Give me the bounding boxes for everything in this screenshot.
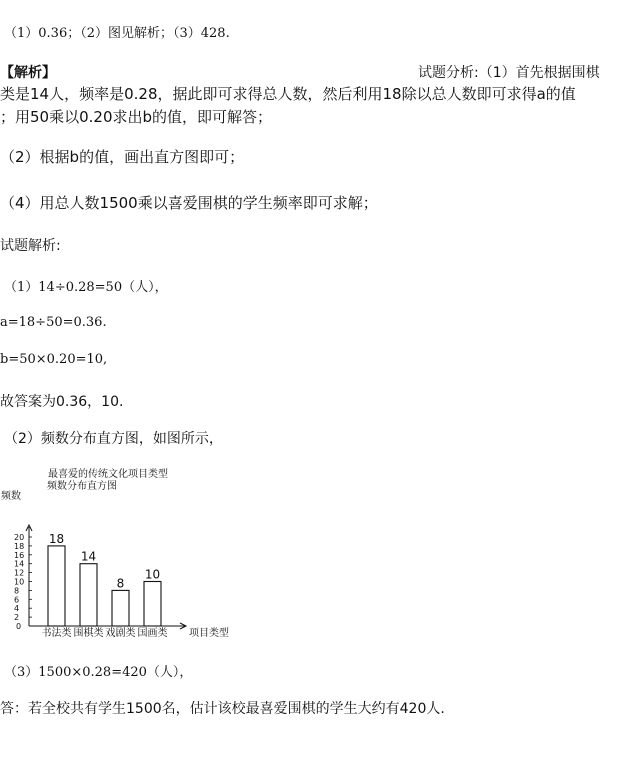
- analysis-p2: （2）根据b的值，画出直方图即可；: [0, 148, 245, 166]
- solution-line-6: （3）1500×0.28=420（人），: [4, 665, 193, 680]
- chart-subtitle: 频数分布直方图: [47, 481, 117, 492]
- solution-line-2: a=18÷50=0.36.: [0, 315, 107, 330]
- bar-戏剧类: [112, 590, 129, 626]
- chart-ylabel: 频数: [1, 491, 21, 502]
- y-tick-label: 20: [14, 533, 25, 542]
- y-tick-label: 8: [14, 586, 20, 596]
- y-tick-label: 4: [14, 604, 20, 614]
- solution-label: 试题解析:: [0, 238, 61, 254]
- solution-line-5: （2）频数分布直方图，如图所示，: [4, 431, 223, 447]
- y-tick-label: 12: [14, 568, 25, 578]
- solution-line-4: 故答案为0.36，10.: [0, 394, 124, 410]
- y-tick-label: 0: [16, 622, 22, 631]
- category-label: 书法类: [41, 628, 72, 639]
- category-label: 戏剧类: [105, 628, 136, 639]
- bar-书法类: [48, 546, 65, 626]
- chart-xlabel: 项目类型: [189, 628, 229, 639]
- solution-line-3: b=50×0.20=10,: [0, 352, 108, 367]
- y-tick-label: 2: [14, 613, 20, 623]
- solution-line-7: 答：若全校共有学生1500名，估计该校最喜爱围棋的学生大约有420人.: [0, 701, 445, 717]
- bar-value-label: 14: [80, 549, 97, 564]
- bar-value-label: 10: [144, 567, 161, 582]
- analysis-label: [418, 62, 600, 82]
- chart-category-labels: [42, 626, 168, 639]
- bar-国画类: [144, 582, 161, 627]
- y-tick-label: 16: [14, 550, 25, 560]
- analysis-label-text: 试题分析:: [418, 65, 479, 81]
- category-label: 国画类: [137, 628, 168, 639]
- y-tick-label: 10: [14, 577, 25, 587]
- category-label: 围棋类: [73, 628, 104, 639]
- y-tick-label: 6: [14, 595, 20, 605]
- jiexi-header: 【解析】: [0, 65, 56, 81]
- chart-title: 最喜爱的传统文化项目类型: [48, 469, 168, 480]
- bar-value-label: 18: [48, 531, 65, 546]
- y-tick-label: 14: [14, 559, 25, 569]
- solution-line-1: （1）14÷0.28=50（人），: [4, 280, 168, 295]
- histogram-chart: [0, 462, 260, 648]
- analysis-p1-start: （1）首先根据围棋: [478, 65, 600, 81]
- chart-bars: [48, 532, 161, 626]
- bar-围棋类: [80, 564, 97, 626]
- analysis-p1-line3: ；用50乘以0.20求出b的值，即可解答；: [0, 108, 273, 126]
- analysis-p1-line2: 类是14人，频率是0.28，据此即可求得总人数，然后利用18除以总人数即可求得a的值: [0, 85, 576, 103]
- y-tick-label: 18: [14, 541, 25, 551]
- bar-value-label: 8: [116, 576, 125, 591]
- analysis-p4: （4）用总人数1500乘以喜爱围棋的学生频率即可求解；: [0, 194, 378, 212]
- answer-line: （1）0.36；（2）图见解析；（3）428.: [4, 26, 230, 41]
